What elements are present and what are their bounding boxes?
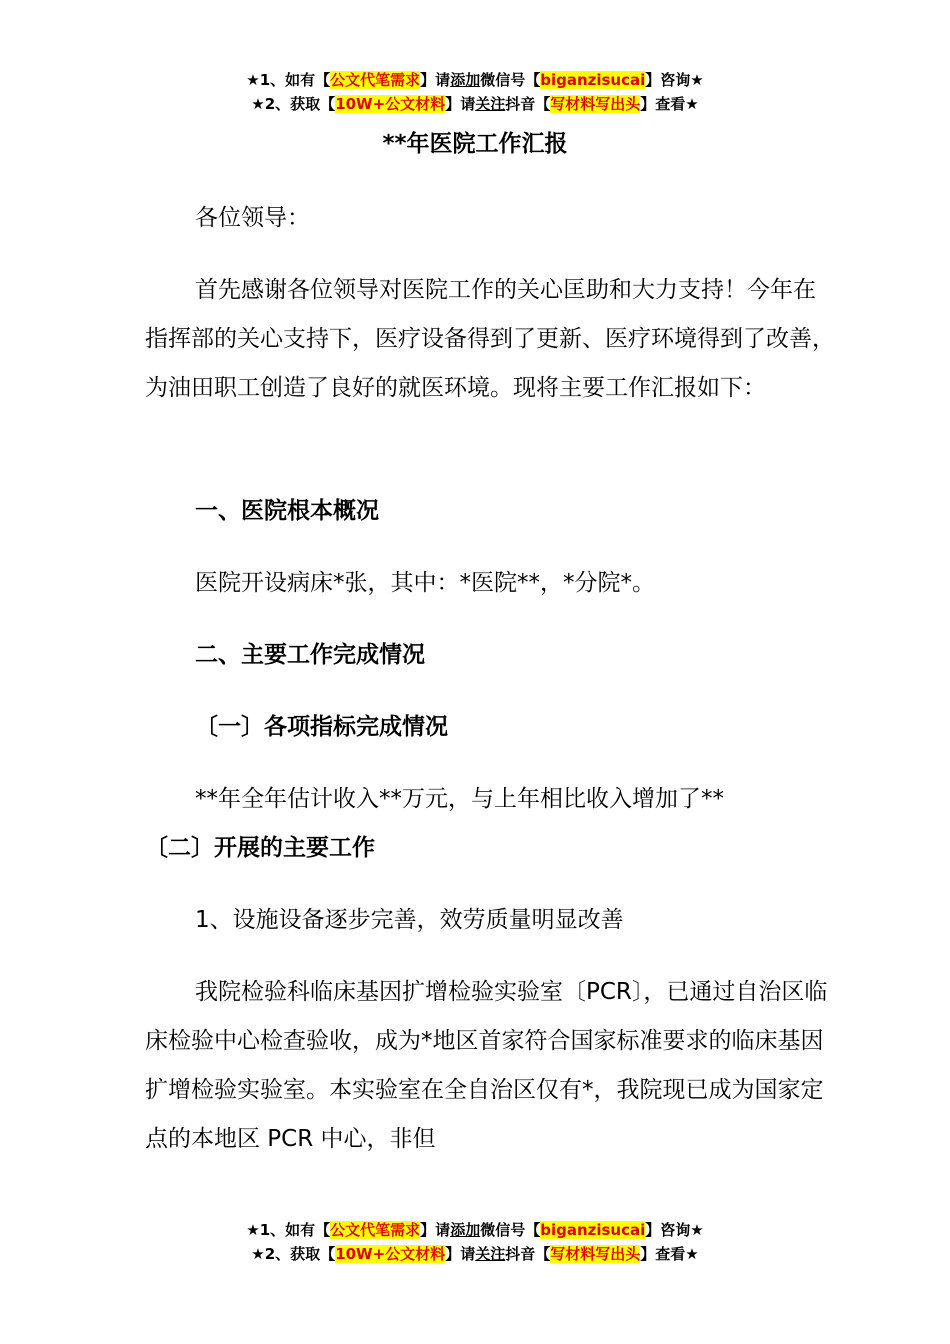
banner-text: 】查看★ xyxy=(640,95,699,113)
banner-highlight: 公文代笔需求 xyxy=(330,71,421,89)
section-1-heading: 一、医院根本概况 xyxy=(195,498,379,524)
banner-text: 】咨询★ xyxy=(645,1221,704,1239)
intro-paragraph: 首先感谢各位领导对医院工作的关心匡助和大力支持！今年在指挥部的关心支持下，医疗设备得到了更新、医疗环境得到了改善，为油田职工创造了良好的就医环境。现将主要工作汇报如下： xyxy=(145,277,835,401)
banner-text: ★1、如有【 xyxy=(246,1221,331,1239)
banner-highlight: 10W+公文材料 xyxy=(335,95,446,113)
banner-highlight: 10W+公文材料 xyxy=(335,1245,446,1263)
banner-highlight: 写材料写出头 xyxy=(550,95,641,113)
banner-text: 】查看★ xyxy=(640,1245,699,1263)
subsection-1-heading: 〔一〕各项指标完成情况 xyxy=(195,714,448,740)
document-title: **年医院工作汇报 xyxy=(382,131,568,157)
item-1-text: 我院检验科临床基因扩增检验实验室〔PCR〕，已通过自治区临床检验中心检查验收，成为*地区首家符合国家标准要求的临床基因扩增检验实验室。本实验室在全自治区仅有*，我院现已成为国家定点的本地区 PCR 中心，非但 xyxy=(145,979,828,1152)
banner-text: 微信号【 xyxy=(480,71,541,89)
banner-underlined: 添加 xyxy=(450,1221,481,1239)
banner-text: 】请 xyxy=(420,71,451,89)
section-2-heading: 二、主要工作完成情况 xyxy=(195,642,425,668)
item-1-heading: 1、设施设备逐步完善，效劳质量明显改善 xyxy=(195,907,624,933)
banner-text: 抖音【 xyxy=(505,1245,551,1263)
subsection-1-text: **年全年估计收入**万元，与上年相比收入增加了** xyxy=(195,786,724,812)
banner-underlined: 关注 xyxy=(475,95,506,113)
banner-text: ★1、如有【 xyxy=(246,71,331,89)
banner-highlight: biganzisucai xyxy=(540,71,646,89)
greeting: 各位领导： xyxy=(195,205,310,231)
top-banner xyxy=(0,68,950,116)
bottom-banner xyxy=(0,1218,950,1266)
banner-text: 抖音【 xyxy=(505,95,551,113)
banner-line-2 xyxy=(0,1242,950,1266)
banner-text: ★2、获取【 xyxy=(251,1245,336,1263)
banner-underlined: 关注 xyxy=(475,1245,506,1263)
banner-line-1 xyxy=(0,68,950,92)
banner-highlight: biganzisucai xyxy=(540,1221,646,1239)
banner-underlined: 添加 xyxy=(450,71,481,89)
banner-line-1 xyxy=(0,1218,950,1242)
banner-text: 微信号【 xyxy=(480,1221,541,1239)
banner-text: 】请 xyxy=(445,95,476,113)
section-1-text: 医院开设病床*张，其中：*医院**，*分院*。 xyxy=(195,570,655,596)
banner-highlight: 公文代笔需求 xyxy=(330,1221,421,1239)
banner-text: 】请 xyxy=(420,1221,451,1239)
banner-line-2 xyxy=(0,92,950,116)
subsection-2-heading: 〔二〕开展的主要工作 xyxy=(145,835,375,861)
banner-text: 】请 xyxy=(445,1245,476,1263)
banner-text: 】咨询★ xyxy=(645,71,704,89)
banner-highlight: 写材料写出头 xyxy=(550,1245,641,1263)
banner-text: ★2、获取【 xyxy=(251,95,336,113)
